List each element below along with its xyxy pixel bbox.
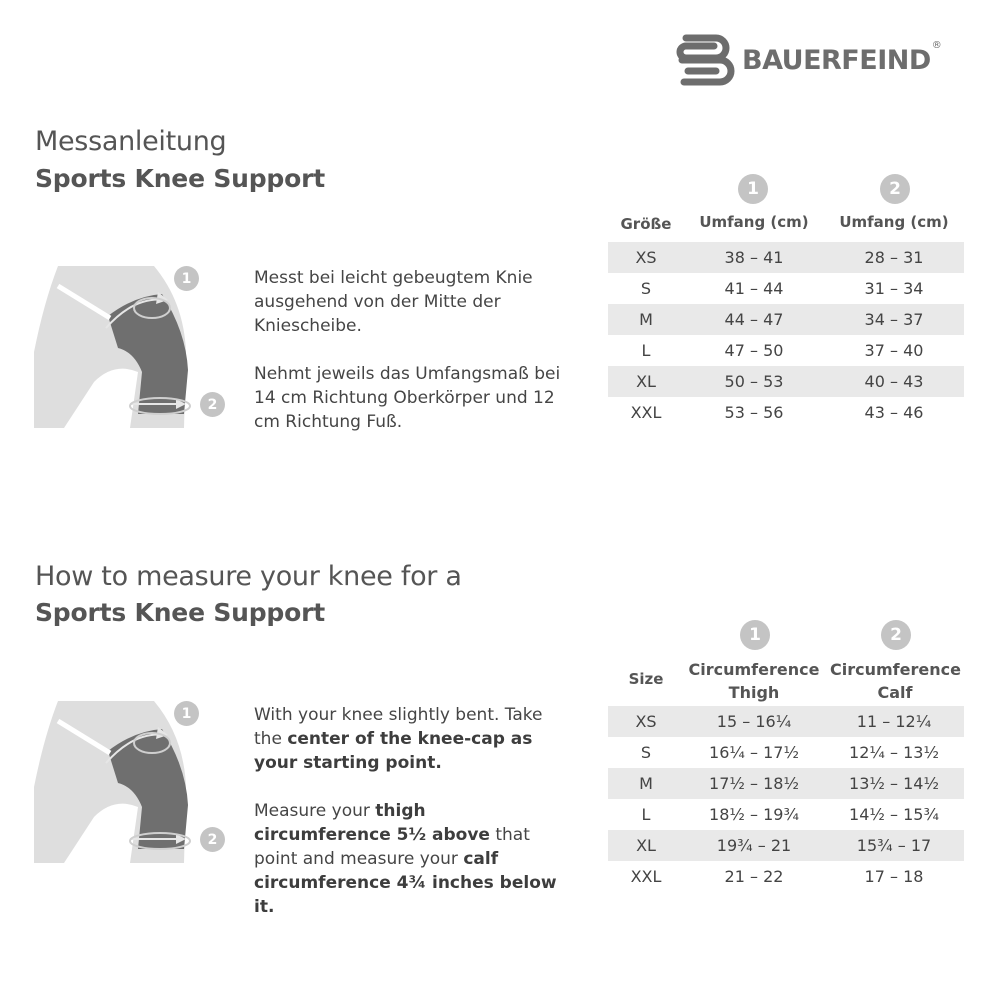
- table-row: [608, 768, 964, 799]
- knee-diagram-en: [34, 697, 229, 865]
- column-2-number: 2: [880, 174, 910, 204]
- instruction-en-2: [254, 799, 559, 919]
- table-row: [608, 273, 964, 304]
- cell-thigh: 15 – 16¼: [716, 712, 792, 731]
- instructions-en: [254, 703, 559, 943]
- cell-size: M: [639, 774, 653, 793]
- cell-calf: 14½ – 15¾: [849, 805, 939, 824]
- table-row: [608, 799, 964, 830]
- table-row: [608, 737, 964, 768]
- brand-logo-mark: [676, 34, 738, 86]
- cell-circ-2: 28 – 31: [864, 248, 924, 267]
- cell-calf: 11 – 12¼: [856, 712, 932, 731]
- cell-circ-1: 50 – 53: [724, 372, 784, 391]
- cell-circ-2: 31 – 34: [864, 279, 924, 298]
- marker-1-icon: 1: [174, 266, 199, 291]
- header-circ-2: Umfang (cm): [839, 213, 949, 231]
- cell-size: XL: [636, 836, 656, 855]
- size-table-de: [608, 172, 964, 428]
- cell-calf: 13½ – 14½: [849, 774, 939, 793]
- cell-size: L: [641, 341, 651, 360]
- cell-thigh: 21 – 22: [724, 867, 784, 886]
- cell-calf: 12¼ – 13½: [849, 743, 939, 762]
- cell-circ-2: 40 – 43: [864, 372, 924, 391]
- marker-2-icon: 2: [200, 392, 225, 417]
- cell-thigh: 18½ – 19¾: [709, 805, 799, 824]
- registered-mark: ®: [931, 40, 942, 51]
- cell-size: S: [640, 743, 652, 762]
- instruction-en-1: [254, 703, 559, 775]
- cell-calf: 17 – 18: [864, 867, 924, 886]
- instruction-en-1-text: With your knee slightly bent. Take the: [254, 705, 543, 749]
- table-row: [608, 304, 964, 335]
- table-row: [608, 397, 964, 428]
- table-row: [608, 335, 964, 366]
- section-en-title: How to measure your knee for a: [35, 561, 462, 592]
- cell-circ-1: 44 – 47: [724, 310, 784, 329]
- cell-circ-2: 34 – 37: [864, 310, 924, 329]
- table-row: [608, 366, 964, 397]
- cell-thigh: 17½ – 18½: [709, 774, 799, 793]
- marker-2-icon: 2: [200, 827, 225, 852]
- section-de-title: Messanleitung: [35, 126, 227, 157]
- brand-logo: [676, 34, 942, 86]
- cell-size: L: [641, 805, 651, 824]
- instruction-en-2-text-a: Measure your: [254, 801, 376, 821]
- column-1-number: 1: [740, 620, 770, 650]
- brand-name: BAUERFEIND: [742, 44, 931, 76]
- table-row: [608, 830, 964, 861]
- marker-1-icon: 1: [174, 701, 199, 726]
- instruction-en-2-text-b: that point and measure your: [254, 825, 530, 869]
- header-circ-1: Umfang (cm): [699, 213, 809, 231]
- knee-diagram-de: [34, 262, 229, 430]
- instruction-en-2-emphasis-a: thigh circumference 5½ above: [254, 801, 490, 845]
- cell-circ-2: 43 – 46: [864, 403, 924, 422]
- cell-size: XL: [636, 372, 656, 391]
- cell-size: M: [639, 310, 653, 329]
- header-size: Größe: [620, 215, 672, 233]
- size-table-en: [608, 618, 964, 892]
- instruction-en-1-emphasis: center of the knee-cap as your starting point.: [254, 729, 533, 773]
- table-row: [608, 861, 964, 892]
- table-row: [608, 242, 964, 273]
- cell-circ-1: 47 – 50: [724, 341, 784, 360]
- instruction-en-2-emphasis-b: calf circumference 4¾ inches below it.: [254, 849, 557, 917]
- section-en-product: Sports Knee Support: [35, 598, 325, 627]
- cell-size: XS: [635, 248, 657, 267]
- header-thigh: Circumference Thigh: [688, 660, 820, 702]
- section-de-product: Sports Knee Support: [35, 164, 325, 193]
- instruction-de-1: Messt bei leicht gebeugtem Knie ausgehend von der Mitte der Kniescheibe.: [254, 268, 533, 336]
- instructions-de: [254, 266, 574, 458]
- cell-thigh: 19¾ – 21: [716, 836, 792, 855]
- cell-thigh: 16¼ – 17½: [709, 743, 799, 762]
- cell-circ-1: 41 – 44: [724, 279, 784, 298]
- cell-circ-2: 37 – 40: [864, 341, 924, 360]
- header-calf: Circumference Calf: [830, 660, 961, 702]
- cell-calf: 15¾ – 17: [856, 836, 932, 855]
- cell-size: XXL: [630, 403, 662, 422]
- column-1-number: 1: [738, 174, 768, 204]
- cell-size: XS: [635, 712, 657, 731]
- column-2-number: 2: [881, 620, 911, 650]
- cell-circ-1: 38 – 41: [724, 248, 784, 267]
- cell-size: XXL: [630, 867, 662, 886]
- cell-size: S: [640, 279, 652, 298]
- header-size: Size: [628, 670, 664, 688]
- cell-circ-1: 53 – 56: [724, 403, 784, 422]
- instruction-de-2: Nehmt jeweils das Umfangsmaß bei 14 cm Richtung Oberkörper und 12 cm Richtung Fuß.: [254, 364, 561, 432]
- table-row: [608, 706, 964, 737]
